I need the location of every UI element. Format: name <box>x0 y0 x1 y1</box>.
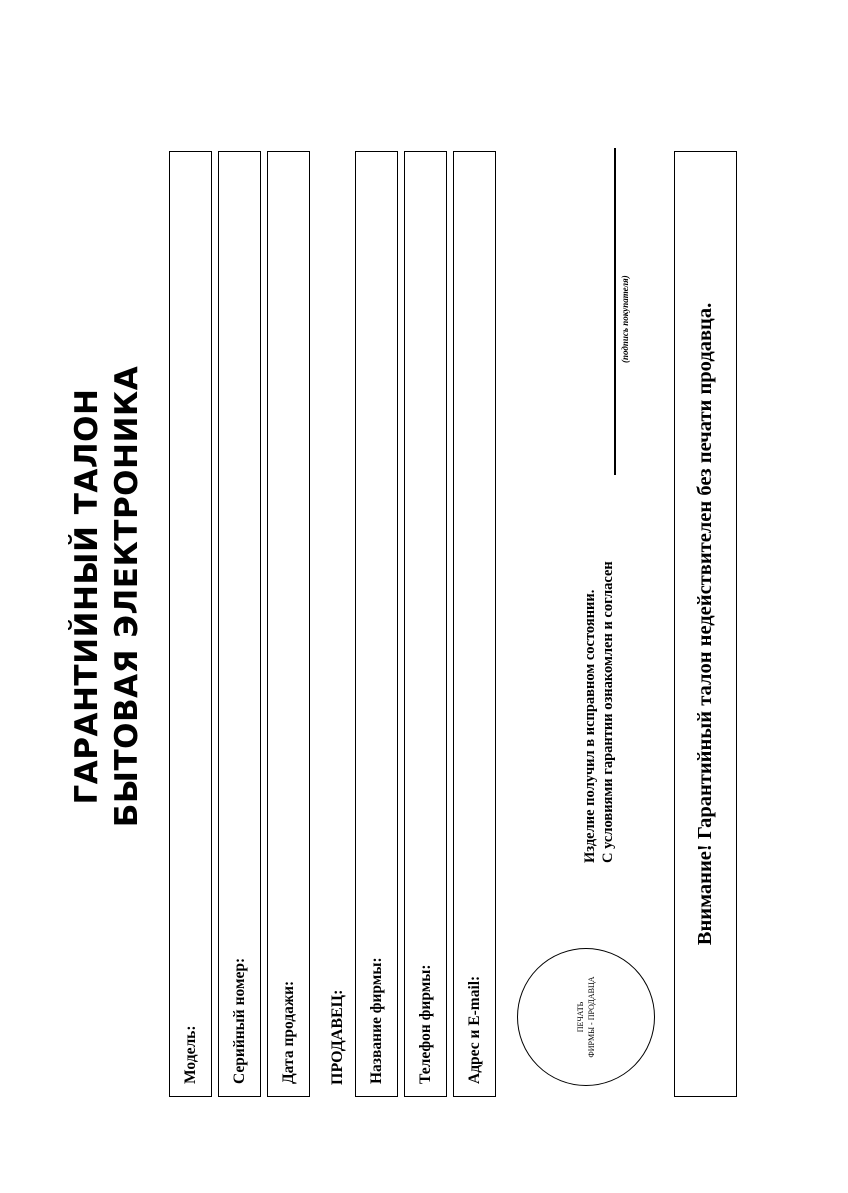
company-name-label: Название фирмы: <box>368 957 385 1084</box>
model-label: Модель: <box>182 1025 199 1084</box>
signature-caption: (подпись покупателя) <box>620 275 630 363</box>
warning-box <box>674 151 737 1097</box>
company-phone-label: Телефон фирмы: <box>417 964 434 1084</box>
card-title: ГАРАНТИЙНЫЙ ТАЛОН <box>69 388 105 805</box>
model-field[interactable] <box>169 151 212 1097</box>
warning-text: Внимание! Гарантийный талон недействителен без печати продавца. <box>694 302 716 946</box>
serial-number-field[interactable] <box>218 151 261 1097</box>
address-email-label: Адрес и E-mail: <box>466 975 483 1084</box>
seller-heading: ПРОДАВЕЦ: <box>329 989 346 1085</box>
sale-date-field[interactable] <box>267 151 310 1097</box>
card-subtitle: БЫТОВАЯ ЭЛЕКТРОНИКА <box>109 365 145 828</box>
acknowledgement-line1: Изделие получил в исправном состоянии. <box>582 589 598 863</box>
sale-date-label: Дата продажи: <box>280 980 297 1084</box>
seller-stamp-circle <box>517 948 655 1086</box>
signature-line[interactable] <box>614 148 616 475</box>
address-email-field[interactable] <box>453 151 496 1097</box>
company-name-field[interactable] <box>355 151 398 1097</box>
stamp-label-line1: ПЕЧАТЬ <box>576 1001 585 1033</box>
company-phone-field[interactable] <box>404 151 447 1097</box>
acknowledgement-line2: С условиями гарантии ознакомлен и согласен <box>600 561 616 863</box>
stamp-label-line2: ФИРМЫ - ПРОДАВЦА <box>587 976 596 1058</box>
serial-number-label: Серийный номер: <box>231 957 248 1084</box>
